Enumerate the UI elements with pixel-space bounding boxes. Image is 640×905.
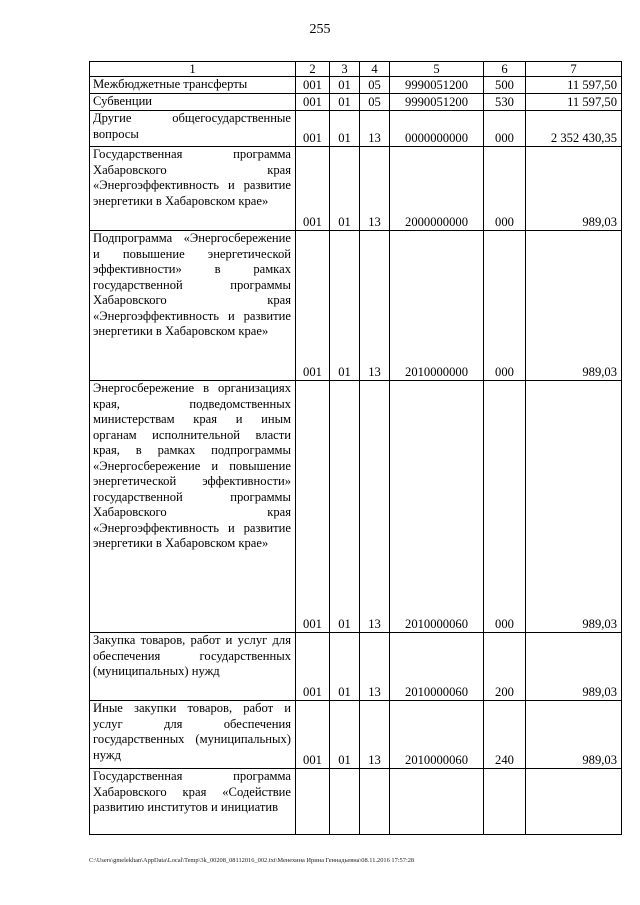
column-header: 4 [360, 62, 390, 77]
table-row [90, 147, 622, 231]
row-name: Закупка товаров, работ и услуг для обеспечения государственных (муниципальных) нужд [90, 633, 296, 701]
cell-code-6 [484, 769, 526, 835]
table-row [90, 769, 622, 835]
cell-code-4: 13 [360, 633, 390, 701]
cell-code-5: 2000000000 [390, 147, 484, 231]
cell-amount: 989,03 [526, 633, 622, 701]
column-header: 2 [296, 62, 330, 77]
cell-amount: 989,03 [526, 231, 622, 381]
table-row [90, 381, 622, 633]
row-name: Энергосбережение в организациях края, подведомственных министерствам края и иным органам исполнительной власти края, в рамках подпрограммы «Энергосбережение и повышение энергетической эффективности» государственной программы Хабаровского края «Энергоэффективность и развитие энергетики в Хабаровском крае» [90, 381, 296, 633]
column-header: 3 [330, 62, 360, 77]
row-name: Государственная программа Хабаровского края «Содействие развитию институтов и инициатив [90, 769, 296, 835]
cell-code-2: 001 [296, 633, 330, 701]
cell-code-6: 500 [484, 77, 526, 94]
cell-code-3: 01 [330, 231, 360, 381]
cell-code-5: 2010000060 [390, 633, 484, 701]
cell-code-5 [390, 769, 484, 835]
row-name: Иные закупки товаров, работ и услуг для обеспечения государственных (муниципальных) нужд [90, 701, 296, 769]
cell-code-2: 001 [296, 231, 330, 381]
cell-code-3 [330, 769, 360, 835]
cell-code-4: 13 [360, 111, 390, 147]
cell-code-3: 01 [330, 381, 360, 633]
cell-code-2: 001 [296, 147, 330, 231]
cell-code-6: 240 [484, 701, 526, 769]
cell-code-3: 01 [330, 77, 360, 94]
column-header: 7 [526, 62, 622, 77]
cell-code-4 [360, 769, 390, 835]
cell-amount: 989,03 [526, 701, 622, 769]
table-row [90, 701, 622, 769]
column-header: 1 [90, 62, 296, 77]
row-name: Межбюджетные трансферты [90, 77, 296, 94]
column-header: 6 [484, 62, 526, 77]
cell-code-6: 000 [484, 111, 526, 147]
cell-code-6: 000 [484, 381, 526, 633]
cell-amount: 989,03 [526, 147, 622, 231]
cell-code-5: 2010000060 [390, 381, 484, 633]
row-name: Государственная программа Хабаровского края «Энергоэффективность и развитие энергетики в Хабаровском крае» [90, 147, 296, 231]
table-row [90, 111, 622, 147]
cell-code-4: 05 [360, 77, 390, 94]
file-path-footer: C:\Users\gmelekhan\AppData\Local\Temp\3k_00208_08112016_002.txt\Менехина Ирина Геннадьевна\08.11.2016 17:57:28 [89, 857, 415, 864]
cell-code-6: 200 [484, 633, 526, 701]
cell-code-5: 9990051200 [390, 94, 484, 111]
cell-code-2: 001 [296, 701, 330, 769]
cell-code-4: 13 [360, 701, 390, 769]
table-row [90, 77, 622, 94]
cell-code-5: 2010000000 [390, 231, 484, 381]
cell-amount [526, 769, 622, 835]
table-row [90, 633, 622, 701]
cell-code-5: 2010000060 [390, 701, 484, 769]
cell-code-2: 001 [296, 111, 330, 147]
cell-code-3: 01 [330, 701, 360, 769]
cell-code-6: 530 [484, 94, 526, 111]
cell-code-2 [296, 769, 330, 835]
cell-code-4: 13 [360, 147, 390, 231]
cell-amount: 2 352 430,35 [526, 111, 622, 147]
cell-code-2: 001 [296, 77, 330, 94]
cell-code-2: 001 [296, 94, 330, 111]
budget-table [89, 61, 622, 835]
column-header: 5 [390, 62, 484, 77]
row-name: Подпрограмма «Энергосбережение и повышение энергетической эффективности» в рамках государственной программы Хабаровского края «Энергоэффективность и развитие энергетики в Хабаровском крае» [90, 231, 296, 381]
cell-code-3: 01 [330, 111, 360, 147]
cell-amount: 11 597,50 [526, 77, 622, 94]
cell-code-3: 01 [330, 94, 360, 111]
cell-code-6: 000 [484, 231, 526, 381]
row-name: Другие общегосударственные вопросы [90, 111, 296, 147]
cell-amount: 989,03 [526, 381, 622, 633]
cell-amount: 11 597,50 [526, 94, 622, 111]
cell-code-2: 001 [296, 381, 330, 633]
table-header-row [90, 62, 622, 77]
row-name: Субвенции [90, 94, 296, 111]
cell-code-5: 9990051200 [390, 77, 484, 94]
cell-code-6: 000 [484, 147, 526, 231]
cell-code-3: 01 [330, 147, 360, 231]
cell-code-3: 01 [330, 633, 360, 701]
page-number: 255 [309, 22, 331, 37]
table-row [90, 94, 622, 111]
cell-code-4: 05 [360, 94, 390, 111]
table-row [90, 231, 622, 381]
cell-code-4: 13 [360, 231, 390, 381]
cell-code-5: 0000000000 [390, 111, 484, 147]
cell-code-4: 13 [360, 381, 390, 633]
